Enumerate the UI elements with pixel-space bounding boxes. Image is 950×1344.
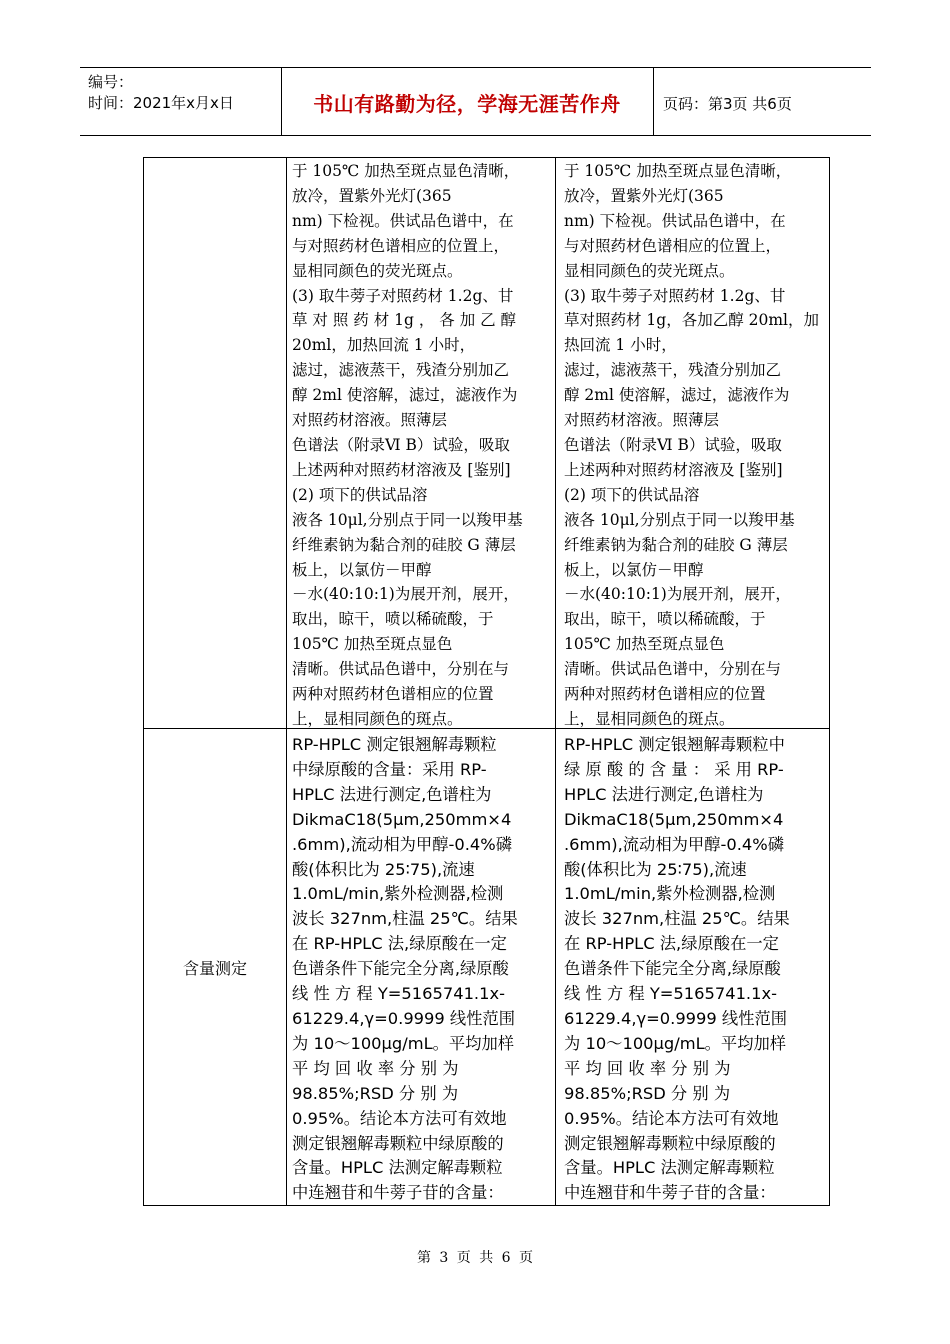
- text-line: 线 性 方 程 Y=5165741.1x-: [292, 984, 505, 1004]
- text-line: (3) 取牛蒡子对照药材 1.2g、甘: [292, 286, 514, 305]
- text-line: RP-HPLC 测定银翘解毒颗粒: [292, 735, 497, 754]
- text-line: 两种对照药材色谱相应的位置: [292, 685, 494, 704]
- text-line: 中连翘苷和牛蒡子苷的含量：: [292, 1183, 504, 1203]
- text-line: 板上，以氯仿－甲醇: [564, 560, 704, 579]
- text-line: 在 RP-HPLC 法,绿原酸在一定: [292, 934, 507, 954]
- text-line: (2) 项下的供试品溶: [292, 485, 428, 504]
- text-line: 0.95%。结论本方法可有效地: [292, 1108, 507, 1128]
- text-line: 酸(体积比为 25∶75),流速: [292, 859, 475, 879]
- text-line: －水(40:10:1)为展开剂，展开，: [292, 585, 519, 604]
- text-line: 色谱条件下能完全分离,绿原酸: [292, 959, 509, 979]
- page-footer: 第 3 页 共 6 页: [416, 1250, 534, 1266]
- text-line: 为 10～100μg/mL。平均加样: [292, 1033, 515, 1053]
- row2-column1-text: [292, 733, 547, 1206]
- text-line: 测定银翘解毒颗粒中绿原酸的: [564, 1133, 776, 1153]
- text-line: 对照药材溶液。照薄层: [564, 411, 720, 430]
- text-line: 上述两种对照药材溶液及 [鉴别]: [292, 460, 511, 479]
- text-line: RP-HPLC 测定银翘解毒颗粒中: [564, 735, 785, 754]
- text-line: －水(40:10:1)为展开剂，展开，: [564, 585, 791, 604]
- text-line: 上，显相同颜色的斑点。: [292, 709, 463, 728]
- text-line: 线 性 方 程 Y=5165741.1x-: [564, 984, 777, 1004]
- text-line: 波长 327nm,柱温 25℃。结果: [564, 909, 790, 929]
- text-line: 与对照药材色谱相应的位置上，: [292, 236, 510, 255]
- text-line: HPLC 法进行测定,色谱柱为: [292, 784, 492, 804]
- text-line: .6mm),流动相为甲醇-0.4%磷: [292, 834, 512, 854]
- text-line: 于 105℃ 加热至斑点显色清晰，: [564, 162, 792, 180]
- header-meta: [88, 72, 234, 114]
- text-line: 色谱条件下能完全分离,绿原酸: [564, 959, 781, 979]
- text-line: 61229.4,γ=0.9999 线性范围: [292, 1008, 516, 1028]
- text-line: 上，显相同颜色的斑点。: [564, 709, 735, 728]
- text-line: 液各 10μl,分别点于同一以羧甲基: [292, 510, 523, 529]
- text-line: 液各 10μl,分别点于同一以羧甲基: [564, 510, 795, 529]
- text-line: 测定银翘解毒颗粒中绿原酸的: [292, 1133, 504, 1153]
- text-line: 含量。HPLC 法测定解毒颗粒: [564, 1158, 775, 1178]
- row2-label: 含量测定: [182, 958, 247, 978]
- header-motto: 书山有路勤为径，学海无涯苦作舟: [313, 92, 621, 116]
- text-line: (3) 取牛蒡子对照药材 1.2g、甘: [564, 286, 786, 305]
- text-line: 在 RP-HPLC 法,绿原酸在一定: [564, 934, 779, 954]
- text-line: 滤过，滤液蒸干，残渣分别加乙: [564, 361, 782, 380]
- text-line: 1.0mL/min,紫外检测器,检测: [564, 884, 776, 904]
- text-line: HPLC 法进行测定,色谱柱为: [564, 784, 764, 804]
- text-line: 取出，晾干，喷以稀硫酸，于: [564, 610, 766, 629]
- header-bottom-rule: [80, 135, 871, 136]
- text-line: 上述两种对照药材溶液及 [鉴别]: [564, 460, 783, 479]
- text-line: DikmaC18(5μm,250mm×4: [564, 809, 784, 829]
- text-line: 显相同颜色的荧光斑点。: [292, 261, 463, 280]
- text-line: 清晰。供试品色谱中，分别在与: [292, 660, 510, 679]
- text-line: 热回流 1 小时，: [564, 336, 677, 355]
- row1-column2-text: [564, 159, 822, 732]
- text-line: 对照药材溶液。照薄层: [292, 411, 448, 430]
- text-line: .6mm),流动相为甲醇-0.4%磷: [564, 834, 784, 854]
- row2-column2-text: [564, 733, 819, 1206]
- text-line: 板上，以氯仿－甲醇: [292, 560, 432, 579]
- table-column-divider-2: [555, 158, 556, 1205]
- document-time-label: 时间：2021年x月x日: [88, 94, 234, 112]
- text-line: 草 对 照 药 材 1g ， 各 加 乙 醇: [292, 311, 517, 330]
- text-line: 中绿原酸的含量：采用 RP-: [292, 759, 487, 779]
- header-page-label: 页码：第3页 共6页: [663, 95, 792, 113]
- text-line: 醇 2ml 使溶解，滤过，滤液作为: [564, 386, 790, 405]
- text-line: 98.85%;RSD 分 别 为: [564, 1083, 731, 1103]
- text-line: 与对照药材色谱相应的位置上，: [564, 236, 782, 255]
- text-line: DikmaC18(5μm,250mm×4: [292, 809, 512, 829]
- text-line: 清晰。供试品色谱中，分别在与: [564, 660, 782, 679]
- header-top-rule: [80, 67, 871, 68]
- text-line: 中连翘苷和牛蒡子苷的含量：: [564, 1183, 776, 1203]
- text-line: 20ml，加热回流 1 小时，: [292, 336, 476, 355]
- text-line: 显相同颜色的荧光斑点。: [564, 261, 735, 280]
- text-line: 色谱法（附录Ⅵ B）试验，吸取: [292, 435, 510, 454]
- text-line: 为 10～100μg/mL。平均加样: [564, 1033, 787, 1053]
- text-line: 两种对照药材色谱相应的位置: [564, 685, 766, 704]
- text-line: 105℃ 加热至斑点显色: [564, 635, 725, 654]
- text-line: nm) 下检视。供试品色谱中，在: [564, 211, 786, 230]
- text-line: (2) 项下的供试品溶: [564, 485, 700, 504]
- text-line: 于 105℃ 加热至斑点显色清晰，: [292, 162, 520, 180]
- text-line: 98.85%;RSD 分 别 为: [292, 1083, 459, 1103]
- text-line: 放冷，置紫外光灯(365: [292, 186, 452, 205]
- content-table: [143, 157, 830, 1206]
- text-line: 含量。HPLC 法测定解毒颗粒: [292, 1158, 503, 1178]
- text-line: 醇 2ml 使溶解，滤过，滤液作为: [292, 386, 518, 405]
- text-line: 绿 原 酸 的 含 量 ： 采 用 RP-: [564, 759, 784, 779]
- text-line: 纤维素钠为黏合剂的硅胶 G 薄层: [564, 535, 788, 554]
- text-line: 酸(体积比为 25∶75),流速: [564, 859, 747, 879]
- document-number-label: 编号：: [88, 73, 134, 91]
- text-line: 草对照药材 1g，各加乙醇 20ml，加: [564, 311, 820, 330]
- row1-column1-text: [292, 159, 550, 732]
- text-line: 61229.4,γ=0.9999 线性范围: [564, 1008, 788, 1028]
- text-line: 1.0mL/min,紫外检测器,检测: [292, 884, 504, 904]
- text-line: 105℃ 加热至斑点显色: [292, 635, 453, 654]
- text-line: 放冷，置紫外光灯(365: [564, 186, 724, 205]
- text-line: 0.95%。结论本方法可有效地: [564, 1108, 779, 1128]
- text-line: 波长 327nm,柱温 25℃。结果: [292, 909, 518, 929]
- header-divider-right: [653, 67, 654, 136]
- text-line: 平 均 回 收 率 分 别 为: [564, 1058, 731, 1078]
- text-line: 色谱法（附录Ⅵ B）试验，吸取: [564, 435, 782, 454]
- text-line: 取出，晾干，喷以稀硫酸，于: [292, 610, 494, 629]
- text-line: nm) 下检视。供试品色谱中，在: [292, 211, 514, 230]
- text-line: 滤过，滤液蒸干，残渣分别加乙: [292, 361, 510, 380]
- text-line: 平 均 回 收 率 分 别 为: [292, 1058, 459, 1078]
- text-line: 纤维素钠为黏合剂的硅胶 G 薄层: [292, 535, 516, 554]
